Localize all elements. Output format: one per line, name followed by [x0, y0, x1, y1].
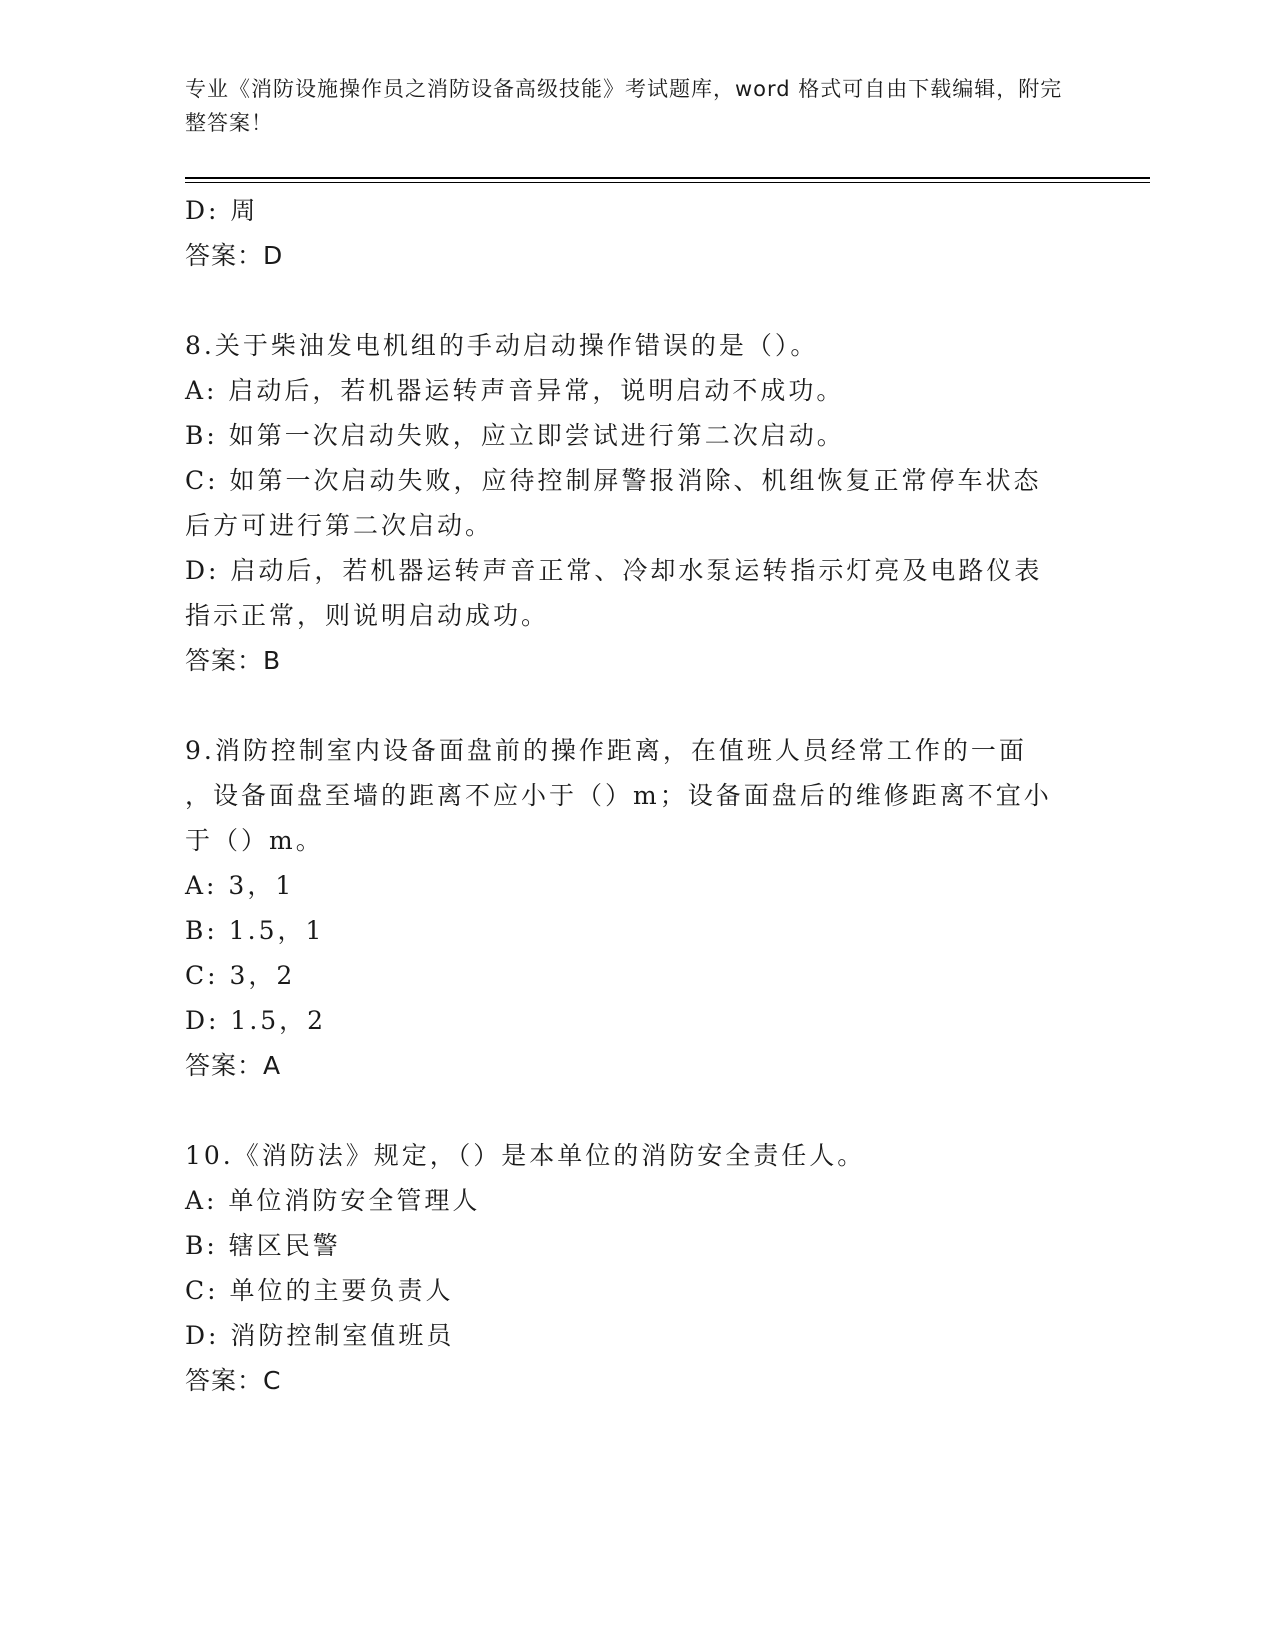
option-d: D: 消防控制室值班员 — [185, 1321, 455, 1350]
header-divider-thick — [185, 177, 1150, 179]
option-b: B: 如第一次启动失败，应立即尝试进行第二次启动。 — [185, 421, 845, 450]
question-stem: 8.关于柴油发电机组的手动启动操作错误的是（）。 — [185, 331, 819, 360]
question-10 — [185, 1133, 1085, 1403]
option-c-continued: 后方可进行第二次启动。 — [185, 511, 494, 540]
option-a: A: 单位消防安全管理人 — [185, 1186, 481, 1215]
option-b: B: 辖区民警 — [185, 1231, 341, 1260]
option-d: D: 周 — [185, 196, 259, 225]
header-divider-thin — [185, 182, 1150, 183]
option-d: D: 1.5，2 — [185, 1006, 327, 1035]
question-stem: 9.消防控制室内设备面盘前的操作距离，在值班人员经常工作的一面 — [185, 736, 1027, 765]
option-c: C: 如第一次启动失败，应待控制屏警报消除、机组恢复正常停车状态 — [185, 466, 1042, 495]
answer-line: 答案：C — [185, 1366, 282, 1395]
answer-line: 答案：A — [185, 1051, 282, 1080]
answer-line: 答案：B — [185, 646, 282, 675]
question-stem-continued: 于（）m。 — [185, 826, 324, 855]
question-9 — [185, 728, 1085, 1088]
answer-line: 答案：D — [185, 241, 284, 270]
option-b: B: 1.5，1 — [185, 916, 325, 945]
option-a: A: 启动后，若机器运转声音异常，说明启动不成功。 — [185, 376, 845, 405]
question-content — [185, 188, 1085, 1403]
page-header: 专业《消防设施操作员之消防设备高级技能》考试题库，word 格式可自由下载编辑，附完整答案！ — [185, 77, 1063, 135]
question-stem: 10.《消防法》规定，（）是本单位的消防安全责任人。 — [185, 1141, 866, 1170]
option-c: C: 3，2 — [185, 961, 296, 990]
option-d-continued: 指示正常，则说明启动成功。 — [185, 601, 550, 630]
option-a: A: 3，1 — [185, 871, 295, 900]
question-stem-continued: ，设备面盘至墙的距离不应小于（）m；设备面盘后的维修距离不宜小 — [185, 781, 1052, 810]
question-8 — [185, 323, 1085, 683]
option-c: C: 单位的主要负责人 — [185, 1276, 454, 1305]
option-d: D: 启动后，若机器运转声音正常、冷却水泵运转指示灯亮及电路仪表 — [185, 556, 1043, 585]
